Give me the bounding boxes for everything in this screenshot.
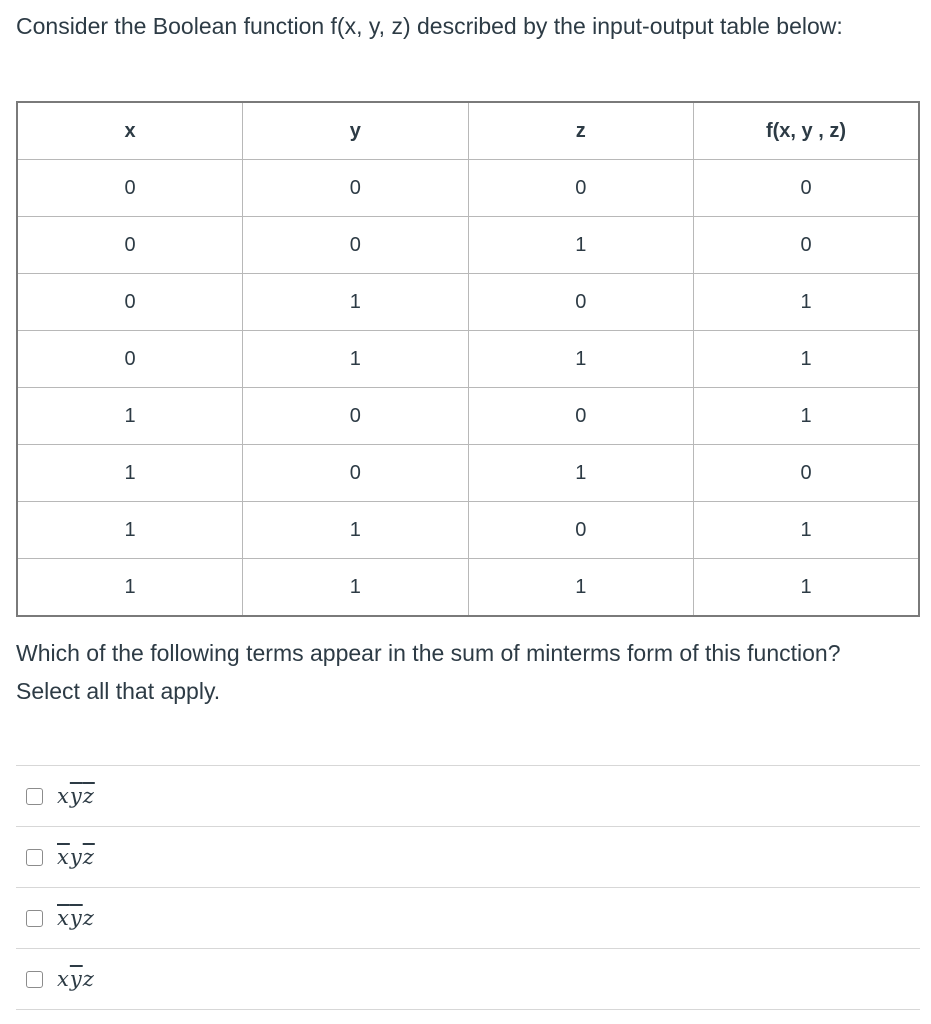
table-cell: 1	[694, 274, 920, 331]
table-cell: 0	[468, 502, 694, 559]
answer-option[interactable]	[16, 948, 920, 1010]
table-row	[17, 217, 919, 274]
term-variable: y	[69, 845, 83, 869]
table-row	[17, 502, 919, 559]
table-header-row	[17, 102, 919, 160]
term-variable: z	[82, 906, 95, 930]
table-cell: 0	[17, 331, 243, 388]
answer-option[interactable]	[16, 765, 920, 826]
column-header: y	[243, 102, 469, 160]
table-cell: 0	[694, 445, 920, 502]
answer-term	[57, 845, 95, 869]
table-cell: 1	[17, 559, 243, 617]
table-cell: 0	[243, 160, 469, 217]
table-cell: 1	[243, 559, 469, 617]
table-cell: 0	[694, 160, 920, 217]
table-cell: 0	[17, 217, 243, 274]
table-cell: 1	[468, 559, 694, 617]
table-cell: 1	[17, 445, 243, 502]
table-cell: 0	[243, 217, 469, 274]
term-variable: x	[57, 784, 70, 808]
answer-term	[57, 784, 95, 808]
term-variable: x	[57, 967, 70, 991]
table-cell: 0	[694, 217, 920, 274]
table-cell: 0	[468, 160, 694, 217]
table-cell: 1	[468, 217, 694, 274]
table-cell: 1	[243, 331, 469, 388]
term-variable: $\overline{y}$	[69, 906, 83, 930]
table-cell: 0	[468, 388, 694, 445]
answer-option[interactable]	[16, 826, 920, 887]
checkbox[interactable]	[26, 849, 43, 866]
checkbox[interactable]	[26, 788, 43, 805]
term-variable: $\overline{z}$	[82, 845, 95, 869]
table-cell: 1	[17, 388, 243, 445]
checkbox[interactable]	[26, 910, 43, 927]
answer-option[interactable]	[16, 887, 920, 948]
column-header: z	[468, 102, 694, 160]
table-row	[17, 331, 919, 388]
term-variable: $\overline{y}$	[69, 784, 83, 808]
checkbox[interactable]	[26, 971, 43, 988]
table-cell: 1	[243, 502, 469, 559]
term-variable: z	[82, 967, 95, 991]
table-cell: 1	[243, 274, 469, 331]
table-cell: 0	[17, 160, 243, 217]
question-intro: Consider the Boolean function f(x, y, z) described by the input-output table below:	[16, 13, 843, 39]
column-header: f(x, y , z)	[694, 102, 920, 160]
table-cell: 1	[17, 502, 243, 559]
answer-term	[57, 967, 95, 991]
table-row	[17, 160, 919, 217]
table-cell: 1	[694, 502, 920, 559]
term-variable: $\overline{y}$	[69, 967, 83, 991]
table-cell: 1	[694, 388, 920, 445]
term-variable: $\overline{x}$	[57, 845, 70, 869]
table-row	[17, 559, 919, 617]
table-cell: 1	[468, 331, 694, 388]
question-text: Which of the following terms appear in the sum of minterms form of this function? Select all that apply.	[16, 640, 841, 704]
table-cell: 0	[243, 388, 469, 445]
column-header: x	[17, 102, 243, 160]
term-variable: $\overline{x}$	[57, 906, 70, 930]
table-cell: 0	[243, 445, 469, 502]
table-row	[17, 388, 919, 445]
table-cell: 0	[17, 274, 243, 331]
truth-table	[16, 101, 920, 617]
answer-term	[57, 906, 95, 930]
table-cell: 0	[468, 274, 694, 331]
answer-list	[16, 765, 920, 1010]
table-cell: 1	[694, 559, 920, 617]
table-cell: 1	[468, 445, 694, 502]
term-variable: $\overline{z}$	[82, 784, 95, 808]
table-cell: 1	[694, 331, 920, 388]
table-row	[17, 274, 919, 331]
table-row	[17, 445, 919, 502]
